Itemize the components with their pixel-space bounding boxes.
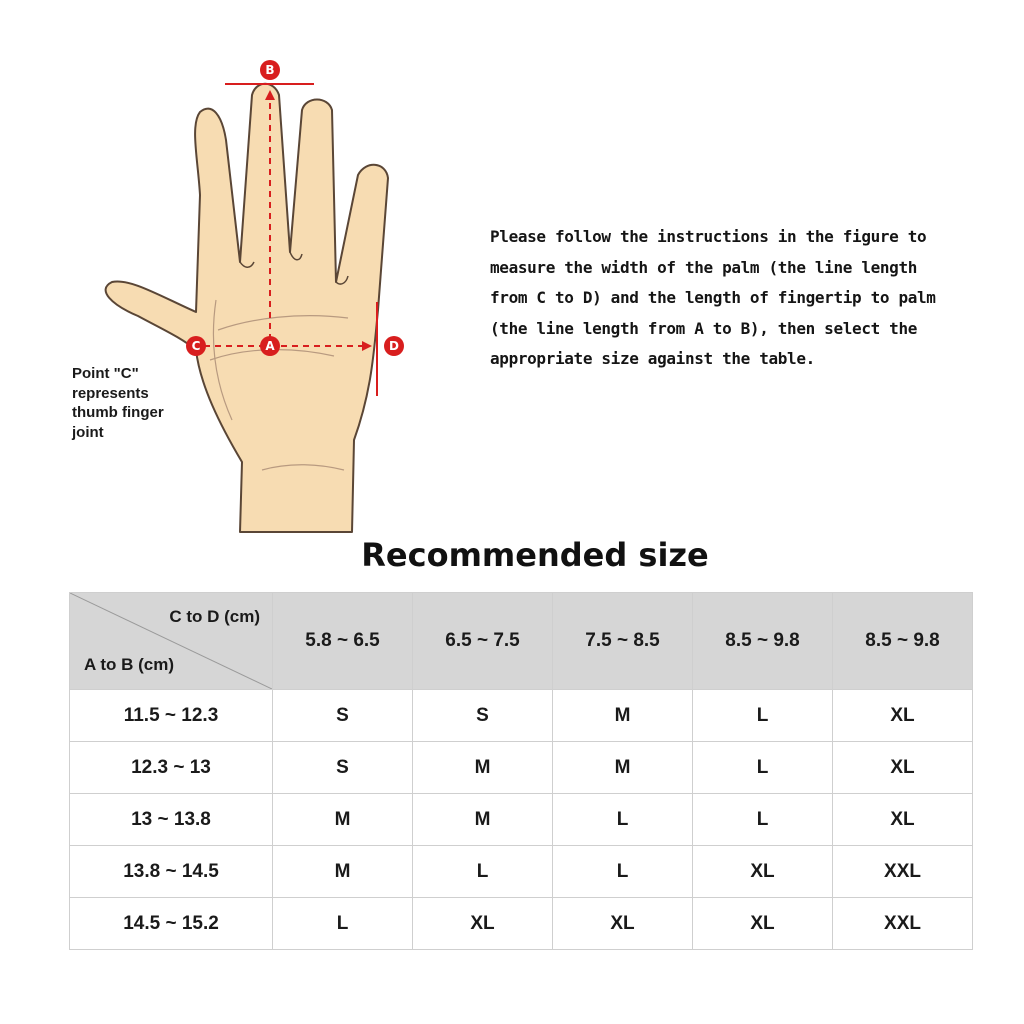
c-to-d-axis-label: C to D (cm) <box>169 607 260 626</box>
table-row <box>70 742 973 794</box>
column-header: 5.8 ~ 6.5 <box>273 593 413 690</box>
row-label: 14.5 ~ 15.2 <box>70 898 273 950</box>
size-cell: S <box>273 690 413 742</box>
point-c-note: Point "C" represents thumb finger joint <box>72 365 164 441</box>
size-cell: L <box>413 846 553 898</box>
marker-b <box>260 60 280 80</box>
svg-text:B: B <box>265 63 275 77</box>
size-cell: L <box>553 794 693 846</box>
row-label: 12.3 ~ 13 <box>70 742 273 794</box>
size-cell: XL <box>693 898 833 950</box>
size-cell: M <box>413 794 553 846</box>
size-cell: XL <box>413 898 553 950</box>
size-cell: L <box>693 742 833 794</box>
size-cell: XL <box>833 742 973 794</box>
size-cell: M <box>413 742 553 794</box>
column-header: 8.5 ~ 9.8 <box>693 593 833 690</box>
svg-text:D: D <box>389 339 399 353</box>
column-header: 6.5 ~ 7.5 <box>413 593 553 690</box>
corner-header-cell <box>70 593 273 690</box>
row-label: 13.8 ~ 14.5 <box>70 846 273 898</box>
marker-c <box>186 336 206 356</box>
marker-d <box>384 336 404 356</box>
size-cell: XXL <box>833 846 973 898</box>
size-cell: XL <box>833 794 973 846</box>
table-row <box>70 794 973 846</box>
a-to-b-axis-label: A to B (cm) <box>84 655 175 674</box>
size-cell: XL <box>693 846 833 898</box>
size-cell: L <box>273 898 413 950</box>
table-header-row <box>70 593 973 690</box>
marker-a <box>260 336 280 356</box>
svg-text:C: C <box>191 339 201 353</box>
size-cell: M <box>553 742 693 794</box>
row-label: 13 ~ 13.8 <box>70 794 273 846</box>
size-cell: L <box>693 690 833 742</box>
size-cell: S <box>273 742 413 794</box>
size-cell: M <box>273 794 413 846</box>
size-cell: L <box>693 794 833 846</box>
table-row <box>70 898 973 950</box>
size-cell: XL <box>833 690 973 742</box>
hand-measurement-diagram <box>60 50 440 540</box>
column-header: 7.5 ~ 8.5 <box>553 593 693 690</box>
column-header: 8.5 ~ 9.8 <box>833 593 973 690</box>
row-label: 11.5 ~ 12.3 <box>70 690 273 742</box>
table-row <box>70 846 973 898</box>
table-title: Recommended size <box>361 536 709 574</box>
size-cell: XL <box>553 898 693 950</box>
hand-outline <box>106 84 388 532</box>
size-cell: M <box>553 690 693 742</box>
size-chart-table <box>69 592 973 950</box>
size-cell: XXL <box>833 898 973 950</box>
size-cell: M <box>273 846 413 898</box>
measurement-instructions: Please follow the instructions in the figure to measure the width of the palm (the line length from C to D) and the length of fingertip to palm (the line length from A to B), then select the appropriate size against the table. <box>490 227 936 368</box>
size-cell: S <box>413 690 553 742</box>
table-row <box>70 690 973 742</box>
size-cell: L <box>553 846 693 898</box>
svg-text:A: A <box>265 339 275 353</box>
